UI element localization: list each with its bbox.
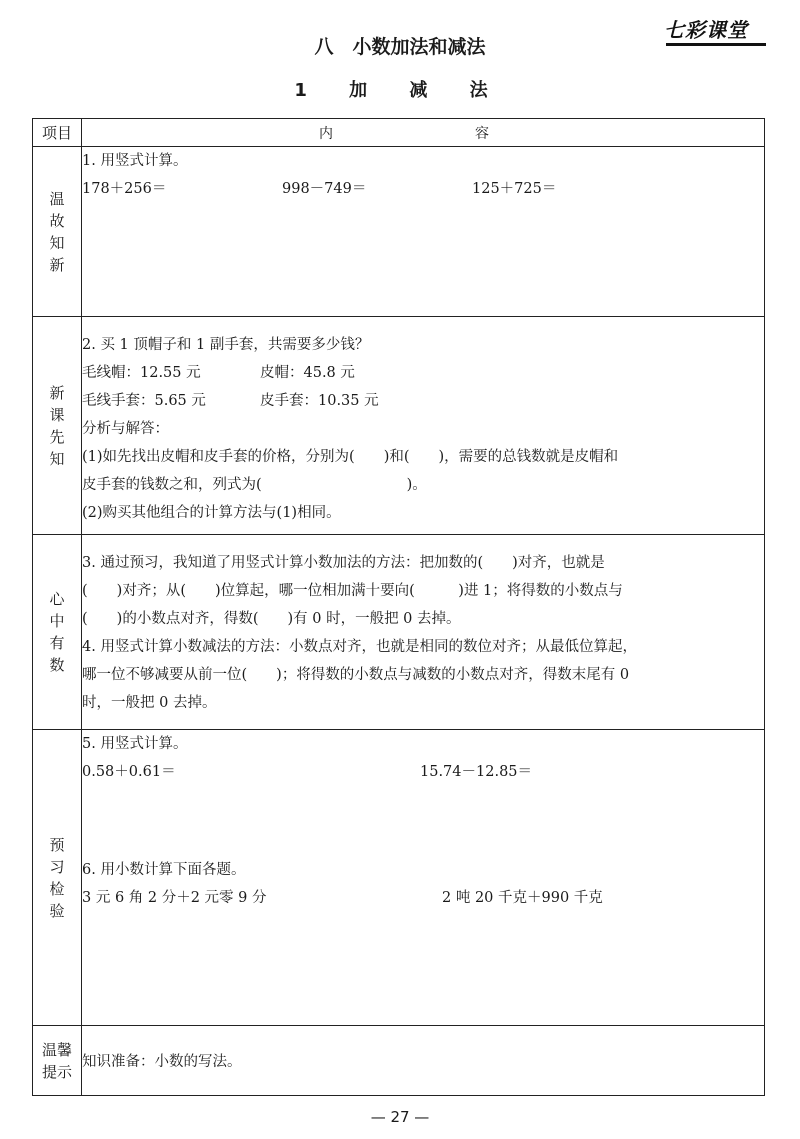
new-lesson-content: [82, 317, 765, 535]
q5-work-space: [82, 786, 764, 856]
new-lesson-label: [33, 317, 82, 535]
lesson-title: [0, 76, 800, 102]
mind-row: [33, 535, 765, 730]
q1-problem-1: 178＋256＝: [82, 181, 167, 197]
q5-problem-2: 15.74－12.85＝: [420, 764, 533, 780]
preview-content: [82, 730, 765, 1026]
price-item-4: 皮手套：10.35 元: [260, 393, 379, 409]
tip-content: 知识准备：小数的写法。: [82, 1026, 765, 1096]
page-number: — 27 —: [370, 1108, 430, 1126]
q4-line-a: 4. 用竖式计算小数减法的方法：小数点对齐，也就是相同的数位对齐；从最低位算起，: [82, 639, 637, 655]
review-label: [33, 147, 82, 317]
q3-line-b: ( )对齐；从( )位算起，哪一位相加满十要向( )进 1；将得数的小数点与: [82, 583, 623, 599]
q6-title: 6. 用小数计算下面各题。: [82, 862, 246, 878]
review-label-text: 温故知新: [49, 189, 65, 274]
price-item-2: 皮帽：45.8 元: [260, 365, 355, 381]
header-content-text: 内 容: [319, 125, 527, 142]
price-row-1: [82, 359, 764, 387]
step1-line-a: (1)如先找出皮帽和皮手套的价格，分别为( )和( )，需要的总钱数就是皮帽和: [82, 449, 619, 465]
tip-label: [33, 1026, 82, 1096]
q1-problems: [82, 175, 764, 203]
price-item-3: 毛线手套：5.65 元: [82, 393, 206, 409]
new-lesson-row: [33, 317, 765, 535]
preview-label: [33, 730, 82, 1026]
q3-line-c: ( )的小数点对齐，得数( )有 0 时，一般把 0 去掉。: [82, 611, 461, 627]
lesson-title-text: 1 加 减 法: [294, 80, 506, 101]
header-item: 项目: [33, 119, 82, 147]
q5-title: 5. 用竖式计算。: [82, 736, 188, 752]
review-content: [82, 147, 765, 317]
preview-row: [33, 730, 765, 1026]
price-item-1: 毛线帽：12.55 元: [82, 365, 201, 381]
tip-row: [33, 1026, 765, 1096]
header-content: [82, 119, 765, 147]
chapter-title: 八 小数加法和减法: [314, 36, 486, 58]
q6-problem-1: 3 元 6 角 2 分＋2 元零 9 分: [82, 890, 267, 906]
q6-problems: [82, 884, 764, 912]
q5-problem-1: 0.58＋0.61＝: [82, 764, 176, 780]
q4-line-b: 哪一位不够减要从前一位( )；将得数的小数点与减数的小数点对齐，得数末尾有 0: [82, 667, 630, 683]
mind-label-text: 心中有数: [49, 590, 65, 674]
review-row: [33, 147, 765, 317]
q1-title: 1. 用竖式计算。: [82, 153, 188, 169]
step1-line-b: 皮手套的钱数之和，列式为( )。: [82, 477, 427, 493]
worksheet-table: [32, 118, 765, 1096]
table-header-row: [33, 119, 765, 147]
q4-line-c: 时，一般把 0 去掉。: [82, 695, 217, 711]
q3-line-a: 3. 通过预习，我知道了用竖式计算小数加法的方法：把加数的( )对齐，也就是: [82, 555, 605, 571]
q6-problem-2: 2 吨 20 千克＋990 千克: [442, 890, 603, 906]
q5-problems: [82, 758, 764, 786]
price-row-2: [82, 387, 764, 415]
q1-problem-3: 125＋725＝: [472, 181, 557, 197]
q1-problem-2: 998－749＝: [282, 181, 367, 197]
q2-title: 2. 买 1 顶帽子和 1 副手套，共需要多少钱？: [82, 337, 370, 353]
new-lesson-label-text: 新课先知: [49, 383, 65, 468]
preview-label-text: 预习检验: [49, 835, 65, 920]
mind-label: [33, 535, 82, 730]
analysis-label: 分析与解答：: [82, 421, 169, 437]
tip-label-text: 温馨提示: [41, 1040, 72, 1081]
brand-logo-text: 七彩课堂: [664, 18, 748, 42]
step2-line: (2)购买其他组合的计算方法与(1)相同。: [82, 505, 341, 521]
mind-content: [82, 535, 765, 730]
